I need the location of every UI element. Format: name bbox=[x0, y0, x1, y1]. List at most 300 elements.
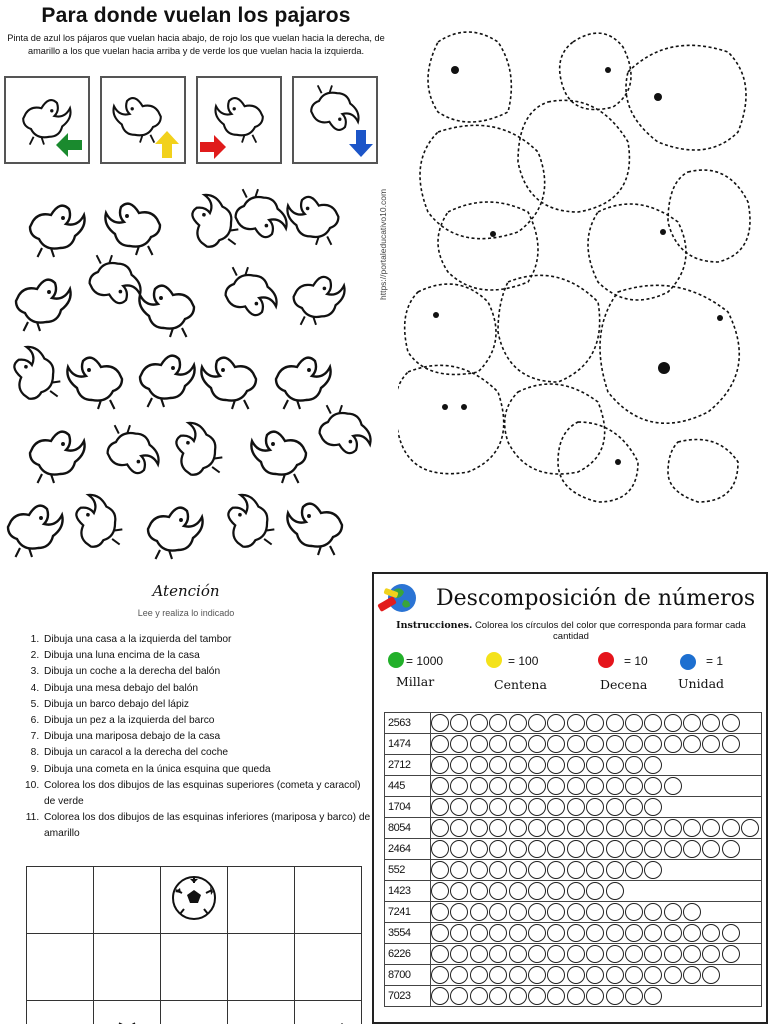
legend-place-millar: Millar bbox=[396, 674, 435, 689]
color-circle[interactable] bbox=[547, 966, 565, 984]
key-box-right bbox=[196, 76, 282, 164]
color-circle[interactable] bbox=[489, 714, 507, 732]
color-circle[interactable] bbox=[644, 714, 662, 732]
circle-row bbox=[431, 734, 762, 755]
page-title: Para donde vuelan los pajaros bbox=[41, 4, 351, 27]
color-circle[interactable] bbox=[509, 798, 527, 816]
color-circle[interactable] bbox=[683, 945, 701, 963]
legend-dot-millar bbox=[388, 652, 404, 668]
color-circle[interactable] bbox=[567, 987, 585, 1005]
color-circle[interactable] bbox=[489, 777, 507, 795]
color-circle[interactable] bbox=[567, 840, 585, 858]
color-circle[interactable] bbox=[470, 987, 488, 1005]
color-circle[interactable] bbox=[644, 756, 662, 774]
row-number: 8054 bbox=[385, 818, 431, 839]
color-circle[interactable] bbox=[431, 798, 449, 816]
color-circle[interactable] bbox=[547, 987, 565, 1005]
arrow-down-icon bbox=[349, 130, 373, 157]
table-row bbox=[385, 923, 762, 944]
grid-cell[interactable] bbox=[228, 1001, 295, 1024]
color-circle[interactable] bbox=[528, 840, 546, 858]
color-circle[interactable] bbox=[722, 945, 740, 963]
table-row bbox=[385, 797, 762, 818]
color-circle[interactable] bbox=[528, 798, 546, 816]
color-circle[interactable] bbox=[547, 840, 565, 858]
color-circle[interactable] bbox=[644, 924, 662, 942]
row-number: 7241 bbox=[385, 902, 431, 923]
color-circle[interactable] bbox=[606, 714, 624, 732]
color-circle[interactable] bbox=[431, 882, 449, 900]
color-circle[interactable] bbox=[489, 756, 507, 774]
color-circle[interactable] bbox=[625, 987, 643, 1005]
color-circle[interactable] bbox=[470, 882, 488, 900]
color-circle[interactable] bbox=[567, 966, 585, 984]
color-circle[interactable] bbox=[606, 756, 624, 774]
birds-field bbox=[0, 180, 376, 560]
color-circle[interactable] bbox=[625, 819, 643, 837]
color-circle[interactable] bbox=[586, 945, 604, 963]
descomposicion-title: Descomposición de números bbox=[436, 586, 756, 611]
color-circle[interactable] bbox=[664, 945, 682, 963]
arrow-right-icon bbox=[200, 135, 226, 159]
color-circle[interactable] bbox=[606, 924, 624, 942]
color-circle[interactable] bbox=[547, 735, 565, 753]
table-row bbox=[385, 713, 762, 734]
color-circle[interactable] bbox=[664, 777, 682, 795]
color-circle[interactable] bbox=[450, 945, 468, 963]
color-circle[interactable] bbox=[722, 924, 740, 942]
row-number: 2712 bbox=[385, 755, 431, 776]
legend-place-centena: Centena bbox=[494, 677, 547, 692]
grid-cell[interactable] bbox=[295, 867, 362, 934]
color-circle[interactable] bbox=[702, 924, 720, 942]
row-number: 552 bbox=[385, 860, 431, 881]
table-row bbox=[385, 755, 762, 776]
color-circle[interactable] bbox=[606, 882, 624, 900]
color-circle[interactable] bbox=[450, 735, 468, 753]
color-circle[interactable] bbox=[567, 798, 585, 816]
color-circle[interactable] bbox=[664, 924, 682, 942]
table-row bbox=[385, 839, 762, 860]
color-circle[interactable] bbox=[683, 966, 701, 984]
color-circle[interactable] bbox=[586, 903, 604, 921]
color-circle[interactable] bbox=[586, 840, 604, 858]
color-circle[interactable] bbox=[528, 756, 546, 774]
table-row bbox=[385, 818, 762, 839]
color-circle[interactable] bbox=[470, 924, 488, 942]
color-circle[interactable] bbox=[547, 819, 565, 837]
table-row bbox=[385, 860, 762, 881]
color-circle[interactable] bbox=[606, 987, 624, 1005]
color-circle[interactable] bbox=[567, 777, 585, 795]
color-circle[interactable] bbox=[528, 819, 546, 837]
color-circle[interactable] bbox=[547, 798, 565, 816]
circle-row bbox=[431, 881, 762, 902]
color-circle[interactable] bbox=[567, 861, 585, 879]
color-circle[interactable] bbox=[625, 945, 643, 963]
list-item: 10. Colorea los dos dibujos de las esquinas superiores (cometa y caracol) de verde bbox=[42, 778, 372, 810]
color-circle[interactable] bbox=[489, 819, 507, 837]
list-item: 2. Dibuja una luna encima de la casa bbox=[42, 648, 372, 664]
instructions-text: Colorea los círculos del color que corresponda para formar cada cantidad bbox=[474, 620, 746, 642]
row-number: 2464 bbox=[385, 839, 431, 860]
color-circle[interactable] bbox=[625, 840, 643, 858]
color-circle[interactable] bbox=[547, 945, 565, 963]
color-circle[interactable] bbox=[470, 903, 488, 921]
list-item: 11. Colorea los dos dibujos de las esquinas inferiores (mariposa y barco) de amarillo bbox=[42, 810, 372, 842]
color-circle[interactable] bbox=[431, 903, 449, 921]
color-circle[interactable] bbox=[741, 819, 759, 837]
key-box-left bbox=[4, 76, 90, 164]
grid-cell[interactable] bbox=[295, 934, 362, 1001]
color-circle[interactable] bbox=[702, 819, 720, 837]
color-circle[interactable] bbox=[509, 777, 527, 795]
color-circle[interactable] bbox=[489, 735, 507, 753]
list-item: 4. Dibuja una mesa debajo del balón bbox=[42, 681, 372, 697]
color-circle[interactable] bbox=[470, 714, 488, 732]
color-circle[interactable] bbox=[683, 924, 701, 942]
color-circle[interactable] bbox=[722, 819, 740, 837]
color-circle[interactable] bbox=[509, 819, 527, 837]
color-circle[interactable] bbox=[450, 966, 468, 984]
color-circle[interactable] bbox=[644, 987, 662, 1005]
color-circle[interactable] bbox=[567, 735, 585, 753]
color-circle[interactable] bbox=[567, 945, 585, 963]
color-circle[interactable] bbox=[625, 861, 643, 879]
color-circle[interactable] bbox=[450, 714, 468, 732]
row-number: 3554 bbox=[385, 923, 431, 944]
drawing-grid bbox=[26, 866, 362, 1024]
color-circle[interactable] bbox=[644, 819, 662, 837]
color-circle[interactable] bbox=[702, 966, 720, 984]
color-circle[interactable] bbox=[470, 861, 488, 879]
color-circle[interactable] bbox=[450, 903, 468, 921]
color-circle[interactable] bbox=[606, 819, 624, 837]
legend-place-unidad: Unidad bbox=[678, 676, 725, 691]
color-circle[interactable] bbox=[509, 987, 527, 1005]
color-circle[interactable] bbox=[567, 756, 585, 774]
color-circle[interactable] bbox=[606, 966, 624, 984]
color-circle[interactable] bbox=[470, 798, 488, 816]
color-circle[interactable] bbox=[528, 861, 546, 879]
color-circle[interactable] bbox=[683, 903, 701, 921]
list-item: 5. Dibuja un barco debajo del lápiz bbox=[42, 697, 372, 713]
row-number: 7023 bbox=[385, 986, 431, 1007]
color-circle[interactable] bbox=[606, 777, 624, 795]
color-circle[interactable] bbox=[722, 735, 740, 753]
color-circle[interactable] bbox=[644, 903, 662, 921]
color-circle[interactable] bbox=[489, 882, 507, 900]
row-number: 8700 bbox=[385, 965, 431, 986]
circle-row bbox=[431, 818, 762, 839]
color-circle[interactable] bbox=[644, 798, 662, 816]
table-row bbox=[385, 986, 762, 1007]
list-item: 9. Dibuja una cometa en la única esquina que queda bbox=[42, 762, 372, 778]
color-circle[interactable] bbox=[470, 840, 488, 858]
color-circle[interactable] bbox=[431, 945, 449, 963]
color-circle[interactable] bbox=[625, 798, 643, 816]
atencion-title: Atención bbox=[152, 582, 220, 600]
color-circle[interactable] bbox=[489, 924, 507, 942]
color-circle[interactable] bbox=[509, 840, 527, 858]
color-circle[interactable] bbox=[528, 777, 546, 795]
color-circle[interactable] bbox=[431, 861, 449, 879]
arrow-up-icon bbox=[155, 131, 179, 158]
descomposicion-worksheet bbox=[372, 572, 768, 1024]
atencion-worksheet bbox=[0, 570, 372, 1024]
legend-dot-unidad bbox=[680, 654, 696, 670]
key-box-up bbox=[100, 76, 186, 164]
list-item: 8. Dibuja un caracol a la derecha del coche bbox=[42, 745, 372, 761]
color-circle[interactable] bbox=[664, 966, 682, 984]
instruction-list bbox=[20, 632, 372, 843]
color-circle[interactable] bbox=[664, 714, 682, 732]
color-circle[interactable] bbox=[489, 966, 507, 984]
row-number: 2563 bbox=[385, 713, 431, 734]
color-circle[interactable] bbox=[470, 777, 488, 795]
table-row bbox=[385, 965, 762, 986]
color-circle[interactable] bbox=[606, 735, 624, 753]
color-circle[interactable] bbox=[722, 714, 740, 732]
table-row bbox=[385, 944, 762, 965]
instructions-text: Pinta de azul los pájaros que vuelan hacia abajo, de rojo los que vuelan hacia la derecha, de amarillo a los que vuelan hacia arriba y de verde los que vuelan hacia la izquierda. bbox=[7, 33, 385, 56]
color-circle[interactable] bbox=[547, 756, 565, 774]
color-circle[interactable] bbox=[606, 840, 624, 858]
color-circle[interactable] bbox=[567, 924, 585, 942]
color-circle[interactable] bbox=[431, 714, 449, 732]
color-circle[interactable] bbox=[528, 714, 546, 732]
color-circle[interactable] bbox=[664, 840, 682, 858]
globe-crayons-icon bbox=[376, 578, 420, 618]
circle-row bbox=[431, 944, 762, 965]
color-circle[interactable] bbox=[547, 903, 565, 921]
legend-dot-decena bbox=[598, 652, 614, 668]
color-circle[interactable] bbox=[489, 987, 507, 1005]
color-circle[interactable] bbox=[644, 945, 662, 963]
color-circle[interactable] bbox=[431, 987, 449, 1005]
color-circle[interactable] bbox=[470, 819, 488, 837]
color-circle[interactable] bbox=[702, 945, 720, 963]
color-circle[interactable] bbox=[625, 924, 643, 942]
color-circle[interactable] bbox=[683, 840, 701, 858]
color-circle[interactable] bbox=[450, 798, 468, 816]
color-circle[interactable] bbox=[450, 840, 468, 858]
color-circle[interactable] bbox=[528, 903, 546, 921]
color-circle[interactable] bbox=[567, 882, 585, 900]
color-circle[interactable] bbox=[722, 840, 740, 858]
color-circle[interactable] bbox=[547, 882, 565, 900]
color-circle[interactable] bbox=[528, 966, 546, 984]
color-circle[interactable] bbox=[431, 924, 449, 942]
grid-cell[interactable] bbox=[27, 867, 94, 934]
legend-value-millar: = 1000 bbox=[406, 654, 444, 668]
legend-dot-centena bbox=[486, 652, 502, 668]
color-circle[interactable] bbox=[644, 966, 662, 984]
color-circle[interactable] bbox=[625, 735, 643, 753]
grid-cell[interactable] bbox=[161, 1001, 228, 1024]
color-circle[interactable] bbox=[489, 903, 507, 921]
color-circle[interactable] bbox=[509, 945, 527, 963]
color-circle[interactable] bbox=[644, 777, 662, 795]
color-circle[interactable] bbox=[431, 840, 449, 858]
color-circle[interactable] bbox=[625, 777, 643, 795]
color-circle[interactable] bbox=[664, 819, 682, 837]
color-circle[interactable] bbox=[450, 882, 468, 900]
circle-row bbox=[431, 965, 762, 986]
color-circle[interactable] bbox=[431, 777, 449, 795]
color-circle[interactable] bbox=[567, 903, 585, 921]
table-row bbox=[385, 902, 762, 923]
circle-row bbox=[431, 797, 762, 818]
list-item: 3. Dibuja un coche a la derecha del balón bbox=[42, 664, 372, 680]
color-circle[interactable] bbox=[450, 777, 468, 795]
grid-cell[interactable] bbox=[228, 934, 295, 1001]
color-circle[interactable] bbox=[528, 924, 546, 942]
color-circle[interactable] bbox=[450, 924, 468, 942]
table-row bbox=[385, 881, 762, 902]
atencion-subtitle: Lee y realiza lo indicado bbox=[137, 608, 235, 618]
color-circle[interactable] bbox=[547, 777, 565, 795]
color-circle[interactable] bbox=[489, 840, 507, 858]
legend-value-decena: = 10 bbox=[624, 654, 648, 668]
color-circle[interactable] bbox=[509, 714, 527, 732]
color-circle[interactable] bbox=[489, 861, 507, 879]
circle-row bbox=[431, 776, 762, 797]
row-number: 1423 bbox=[385, 881, 431, 902]
color-circle[interactable] bbox=[586, 861, 604, 879]
color-circle[interactable] bbox=[625, 903, 643, 921]
grid-cell[interactable] bbox=[94, 867, 161, 934]
color-circle[interactable] bbox=[489, 798, 507, 816]
color-circle[interactable] bbox=[431, 735, 449, 753]
color-circle[interactable] bbox=[586, 777, 604, 795]
color-circle[interactable] bbox=[528, 987, 546, 1005]
color-circle[interactable] bbox=[683, 819, 701, 837]
color-circle[interactable] bbox=[567, 714, 585, 732]
circle-row bbox=[431, 713, 762, 734]
color-circle[interactable] bbox=[586, 882, 604, 900]
color-circle[interactable] bbox=[450, 756, 468, 774]
color-circle[interactable] bbox=[586, 798, 604, 816]
color-circle[interactable] bbox=[509, 924, 527, 942]
color-circle[interactable] bbox=[606, 945, 624, 963]
row-number: 1474 bbox=[385, 734, 431, 755]
color-circle[interactable] bbox=[664, 903, 682, 921]
grid-cell[interactable] bbox=[228, 867, 295, 934]
color-circle[interactable] bbox=[528, 735, 546, 753]
color-circle[interactable] bbox=[586, 987, 604, 1005]
soccer-ball-icon bbox=[170, 874, 218, 922]
circle-row bbox=[431, 986, 762, 1007]
row-number: 6226 bbox=[385, 944, 431, 965]
key-box-down bbox=[292, 76, 378, 164]
color-circle[interactable] bbox=[509, 756, 527, 774]
row-number: 445 bbox=[385, 776, 431, 797]
color-circle[interactable] bbox=[489, 945, 507, 963]
color-circle[interactable] bbox=[431, 819, 449, 837]
grid-cell[interactable] bbox=[94, 1001, 161, 1024]
color-circle[interactable] bbox=[702, 735, 720, 753]
birds-worksheet bbox=[0, 0, 392, 560]
list-item: 1. Dibuja una casa a la izquierda del tambor bbox=[42, 632, 372, 648]
color-circle[interactable] bbox=[528, 945, 546, 963]
color-circle[interactable] bbox=[509, 903, 527, 921]
color-circle[interactable] bbox=[431, 966, 449, 984]
color-circle[interactable] bbox=[625, 756, 643, 774]
grid-cell[interactable] bbox=[295, 1001, 362, 1024]
color-circle[interactable] bbox=[586, 735, 604, 753]
table-row bbox=[385, 776, 762, 797]
color-circle[interactable] bbox=[450, 819, 468, 837]
color-circle[interactable] bbox=[547, 924, 565, 942]
color-circle[interactable] bbox=[431, 756, 449, 774]
circle-row bbox=[431, 839, 762, 860]
color-circle[interactable] bbox=[606, 798, 624, 816]
color-circle[interactable] bbox=[450, 861, 468, 879]
color-circle[interactable] bbox=[586, 819, 604, 837]
color-circle[interactable] bbox=[702, 840, 720, 858]
grid-cell[interactable] bbox=[94, 934, 161, 1001]
color-circle[interactable] bbox=[625, 714, 643, 732]
color-circle[interactable] bbox=[509, 966, 527, 984]
color-circle[interactable] bbox=[644, 861, 662, 879]
color-circle[interactable] bbox=[606, 903, 624, 921]
circle-row bbox=[431, 755, 762, 776]
color-circle[interactable] bbox=[586, 966, 604, 984]
color-circle[interactable] bbox=[586, 756, 604, 774]
color-circle[interactable] bbox=[683, 735, 701, 753]
color-circle[interactable] bbox=[664, 735, 682, 753]
color-circle[interactable] bbox=[509, 882, 527, 900]
color-circle[interactable] bbox=[683, 714, 701, 732]
instructions-label: Instrucciones. bbox=[396, 620, 473, 631]
color-circle[interactable] bbox=[625, 966, 643, 984]
color-circle[interactable] bbox=[606, 861, 624, 879]
circle-row bbox=[431, 860, 762, 881]
credit-text: https://portaleducativo10.com bbox=[378, 188, 388, 300]
legend-place-decena: Decena bbox=[600, 677, 648, 692]
arrow-left-icon bbox=[56, 133, 82, 157]
color-circle[interactable] bbox=[470, 756, 488, 774]
numbers-table bbox=[384, 712, 762, 1007]
list-item: 7. Dibuja una mariposa debajo de la casa bbox=[42, 729, 372, 745]
grid-cell[interactable] bbox=[161, 934, 228, 1001]
color-circle[interactable] bbox=[702, 714, 720, 732]
color-circle[interactable] bbox=[547, 714, 565, 732]
grid-cell[interactable] bbox=[27, 1001, 94, 1024]
grid-cell[interactable] bbox=[27, 934, 94, 1001]
grid-cell[interactable] bbox=[161, 867, 228, 934]
color-circle[interactable] bbox=[528, 882, 546, 900]
color-circle[interactable] bbox=[644, 735, 662, 753]
color-circle[interactable] bbox=[509, 735, 527, 753]
color-circle[interactable] bbox=[547, 861, 565, 879]
color-circle[interactable] bbox=[450, 987, 468, 1005]
color-circle[interactable] bbox=[567, 819, 585, 837]
table-row bbox=[385, 734, 762, 755]
color-circle[interactable] bbox=[470, 735, 488, 753]
color-circle[interactable] bbox=[586, 924, 604, 942]
color-circle[interactable] bbox=[644, 840, 662, 858]
color-circle[interactable] bbox=[470, 966, 488, 984]
color-circle[interactable] bbox=[586, 714, 604, 732]
circle-row bbox=[431, 923, 762, 944]
dotted-animals-picture bbox=[398, 22, 768, 522]
row-number: 1704 bbox=[385, 797, 431, 818]
color-circle[interactable] bbox=[470, 945, 488, 963]
list-item: 6. Dibuja un pez a la izquierda del barco bbox=[42, 713, 372, 729]
color-circle[interactable] bbox=[509, 861, 527, 879]
